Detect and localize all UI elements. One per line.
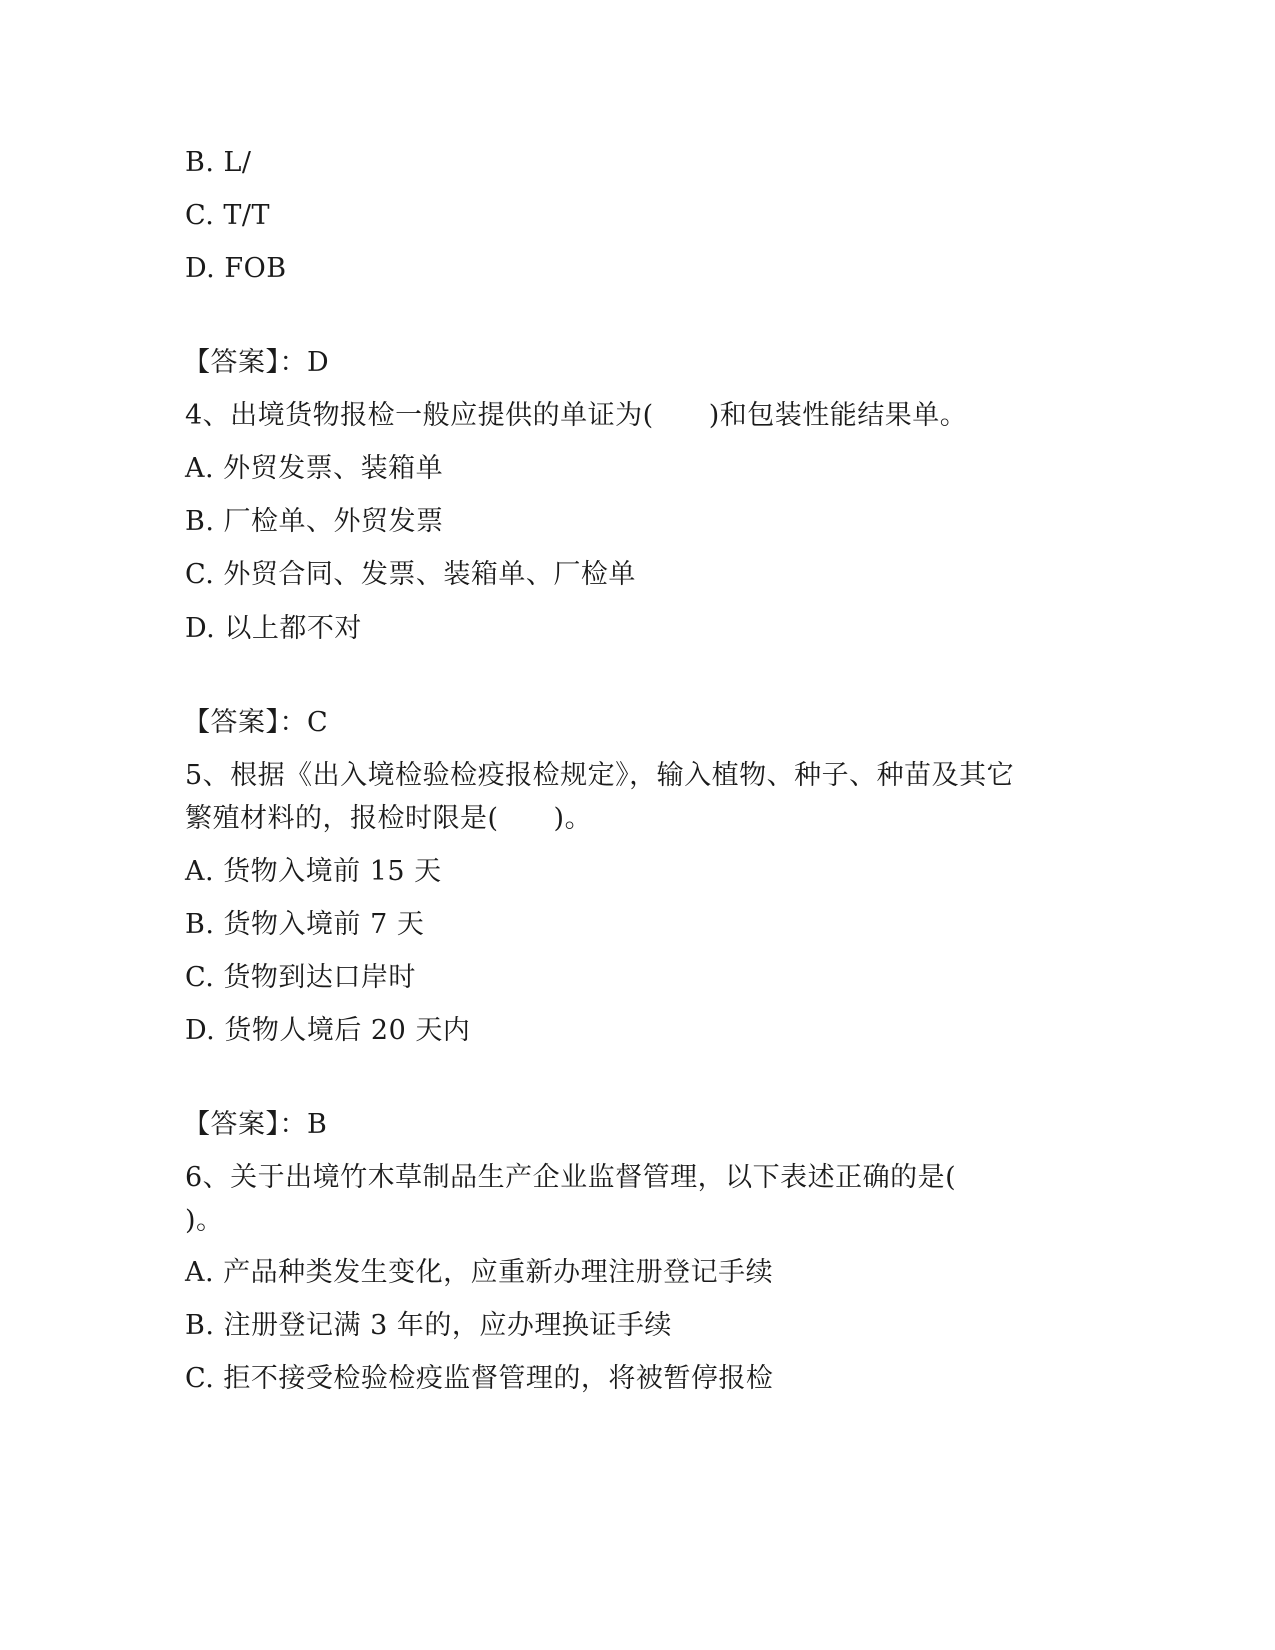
q6-question-line1: 6、关于出境竹木草制品生产企业监督管理，以下表述正确的是( — [185, 1162, 957, 1193]
q5-question-line2: 繁殖材料的，报检时限是( )。 — [185, 803, 593, 834]
q5-option-a: A. 货物入境前 15 天 — [185, 856, 442, 887]
q5-option-d: D. 货物人境后 20 天内 — [185, 1015, 471, 1046]
q4-answer: 【答案】：C — [183, 707, 329, 738]
q6-option-a: A. 产品种类发生变化，应重新办理注册登记手续 — [185, 1257, 774, 1288]
q5-answer: 【答案】：B — [183, 1109, 328, 1140]
q5-question-line1: 5、根据《出入境检验检疫报检规定》，输入植物、种子、种苗及其它 — [185, 760, 1015, 791]
q6-option-b: B. 注册登记满 3 年的，应办理换证手续 — [185, 1310, 672, 1341]
q3-option-c: C. T/T — [185, 200, 270, 231]
q3-answer: 【答案】：D — [183, 347, 330, 378]
q6-option-c: C. 拒不接受检验检疫监督管理的，将被暂停报检 — [185, 1363, 774, 1394]
q3-option-b: B. L/ — [185, 147, 252, 178]
q6-question-line2: )。 — [185, 1205, 224, 1236]
q4-option-d: D. 以上都不对 — [185, 613, 362, 644]
q3-option-d: D. FOB — [185, 253, 287, 284]
q5-option-c: C. 货物到达口岸时 — [185, 962, 416, 993]
q4-option-c: C. 外贸合同、发票、装箱单、厂检单 — [185, 559, 636, 590]
q5-option-b: B. 货物入境前 7 天 — [185, 909, 425, 940]
q4-question: 4、出境货物报检一般应提供的单证为( )和包装性能结果单。 — [185, 400, 968, 431]
q4-option-b: B. 厂检单、外贸发票 — [185, 506, 444, 537]
q4-option-a: A. 外贸发票、装箱单 — [185, 453, 444, 484]
